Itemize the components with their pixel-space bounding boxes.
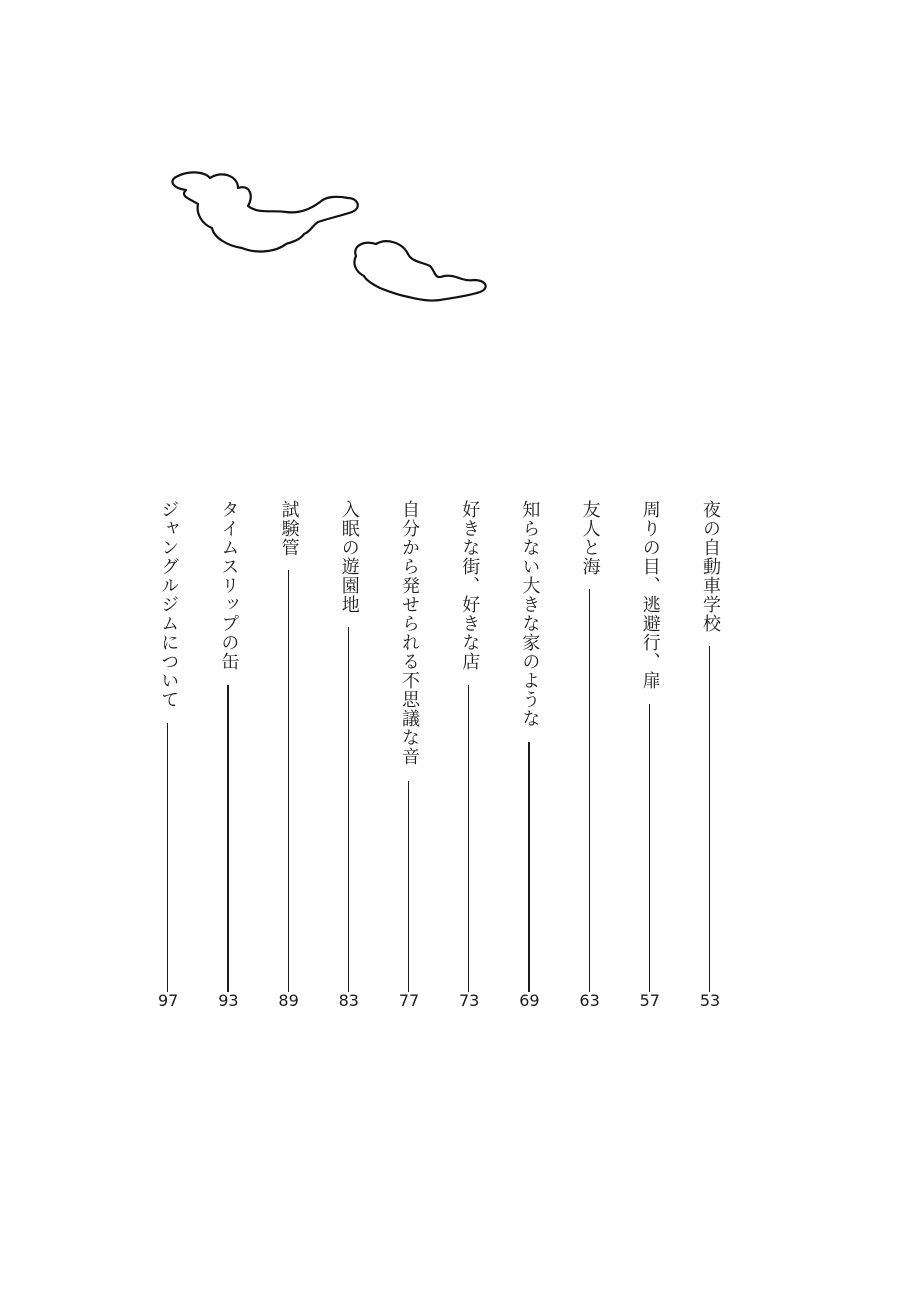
toc-leader-line bbox=[468, 685, 469, 992]
toc-entry[interactable] bbox=[517, 500, 541, 1020]
toc-entry[interactable] bbox=[277, 500, 301, 1020]
toc-page-number: 53 bbox=[699, 991, 721, 1010]
toc-leader-line bbox=[649, 704, 650, 992]
toc-entry-title: タイムスリップの缶 bbox=[218, 500, 240, 671]
toc-page-number: 73 bbox=[459, 991, 480, 1010]
toc-entry-title: 入眠の遊園地 bbox=[338, 500, 360, 614]
toc-entry[interactable] bbox=[638, 500, 662, 1020]
toc-page-number: 97 bbox=[158, 991, 179, 1010]
toc-entry-title: 知らない大きな家のような bbox=[519, 500, 541, 728]
toc-entry-title: 友人と海 bbox=[579, 500, 601, 576]
toc-entry-title: 周りの目、逃避行、扉 bbox=[639, 500, 661, 690]
toc-entry[interactable] bbox=[397, 500, 421, 1020]
toc-leader-line bbox=[589, 589, 590, 992]
toc-entry-title: ジャングルジムについて bbox=[158, 500, 180, 709]
toc-entry[interactable] bbox=[156, 500, 180, 1020]
toc-entry[interactable] bbox=[216, 500, 240, 1020]
toc-leader-line bbox=[167, 723, 168, 992]
toc-entry[interactable] bbox=[578, 500, 602, 1020]
toc-leader-line bbox=[528, 742, 529, 992]
toc-page-number: 69 bbox=[519, 991, 540, 1010]
toc-entry-title: 夜の自動車学校 bbox=[700, 500, 721, 633]
toc-entry-title: 自分から発せられる不思議な音 bbox=[399, 500, 420, 766]
toc-page-number: 63 bbox=[579, 991, 600, 1010]
toc-leader-line bbox=[408, 781, 409, 992]
toc-leader-line bbox=[227, 685, 228, 992]
toc-page-number: 89 bbox=[278, 991, 299, 1010]
toc-entry[interactable] bbox=[698, 500, 722, 1020]
toc-entry[interactable] bbox=[337, 500, 361, 1020]
toc-page-number: 77 bbox=[398, 991, 420, 1010]
toc-leader-line bbox=[709, 646, 710, 992]
toc-entry-title: 好きな街、好きな店 bbox=[459, 500, 481, 671]
toc-page-number: 93 bbox=[218, 991, 239, 1010]
toc-page-number: 83 bbox=[338, 991, 359, 1010]
toc-entry[interactable] bbox=[457, 500, 481, 1020]
toc-leader-line bbox=[288, 570, 289, 992]
toc-entry-title: 試験管 bbox=[278, 500, 300, 557]
toc-page-number: 57 bbox=[639, 991, 660, 1010]
toc-leader-line bbox=[348, 627, 349, 992]
